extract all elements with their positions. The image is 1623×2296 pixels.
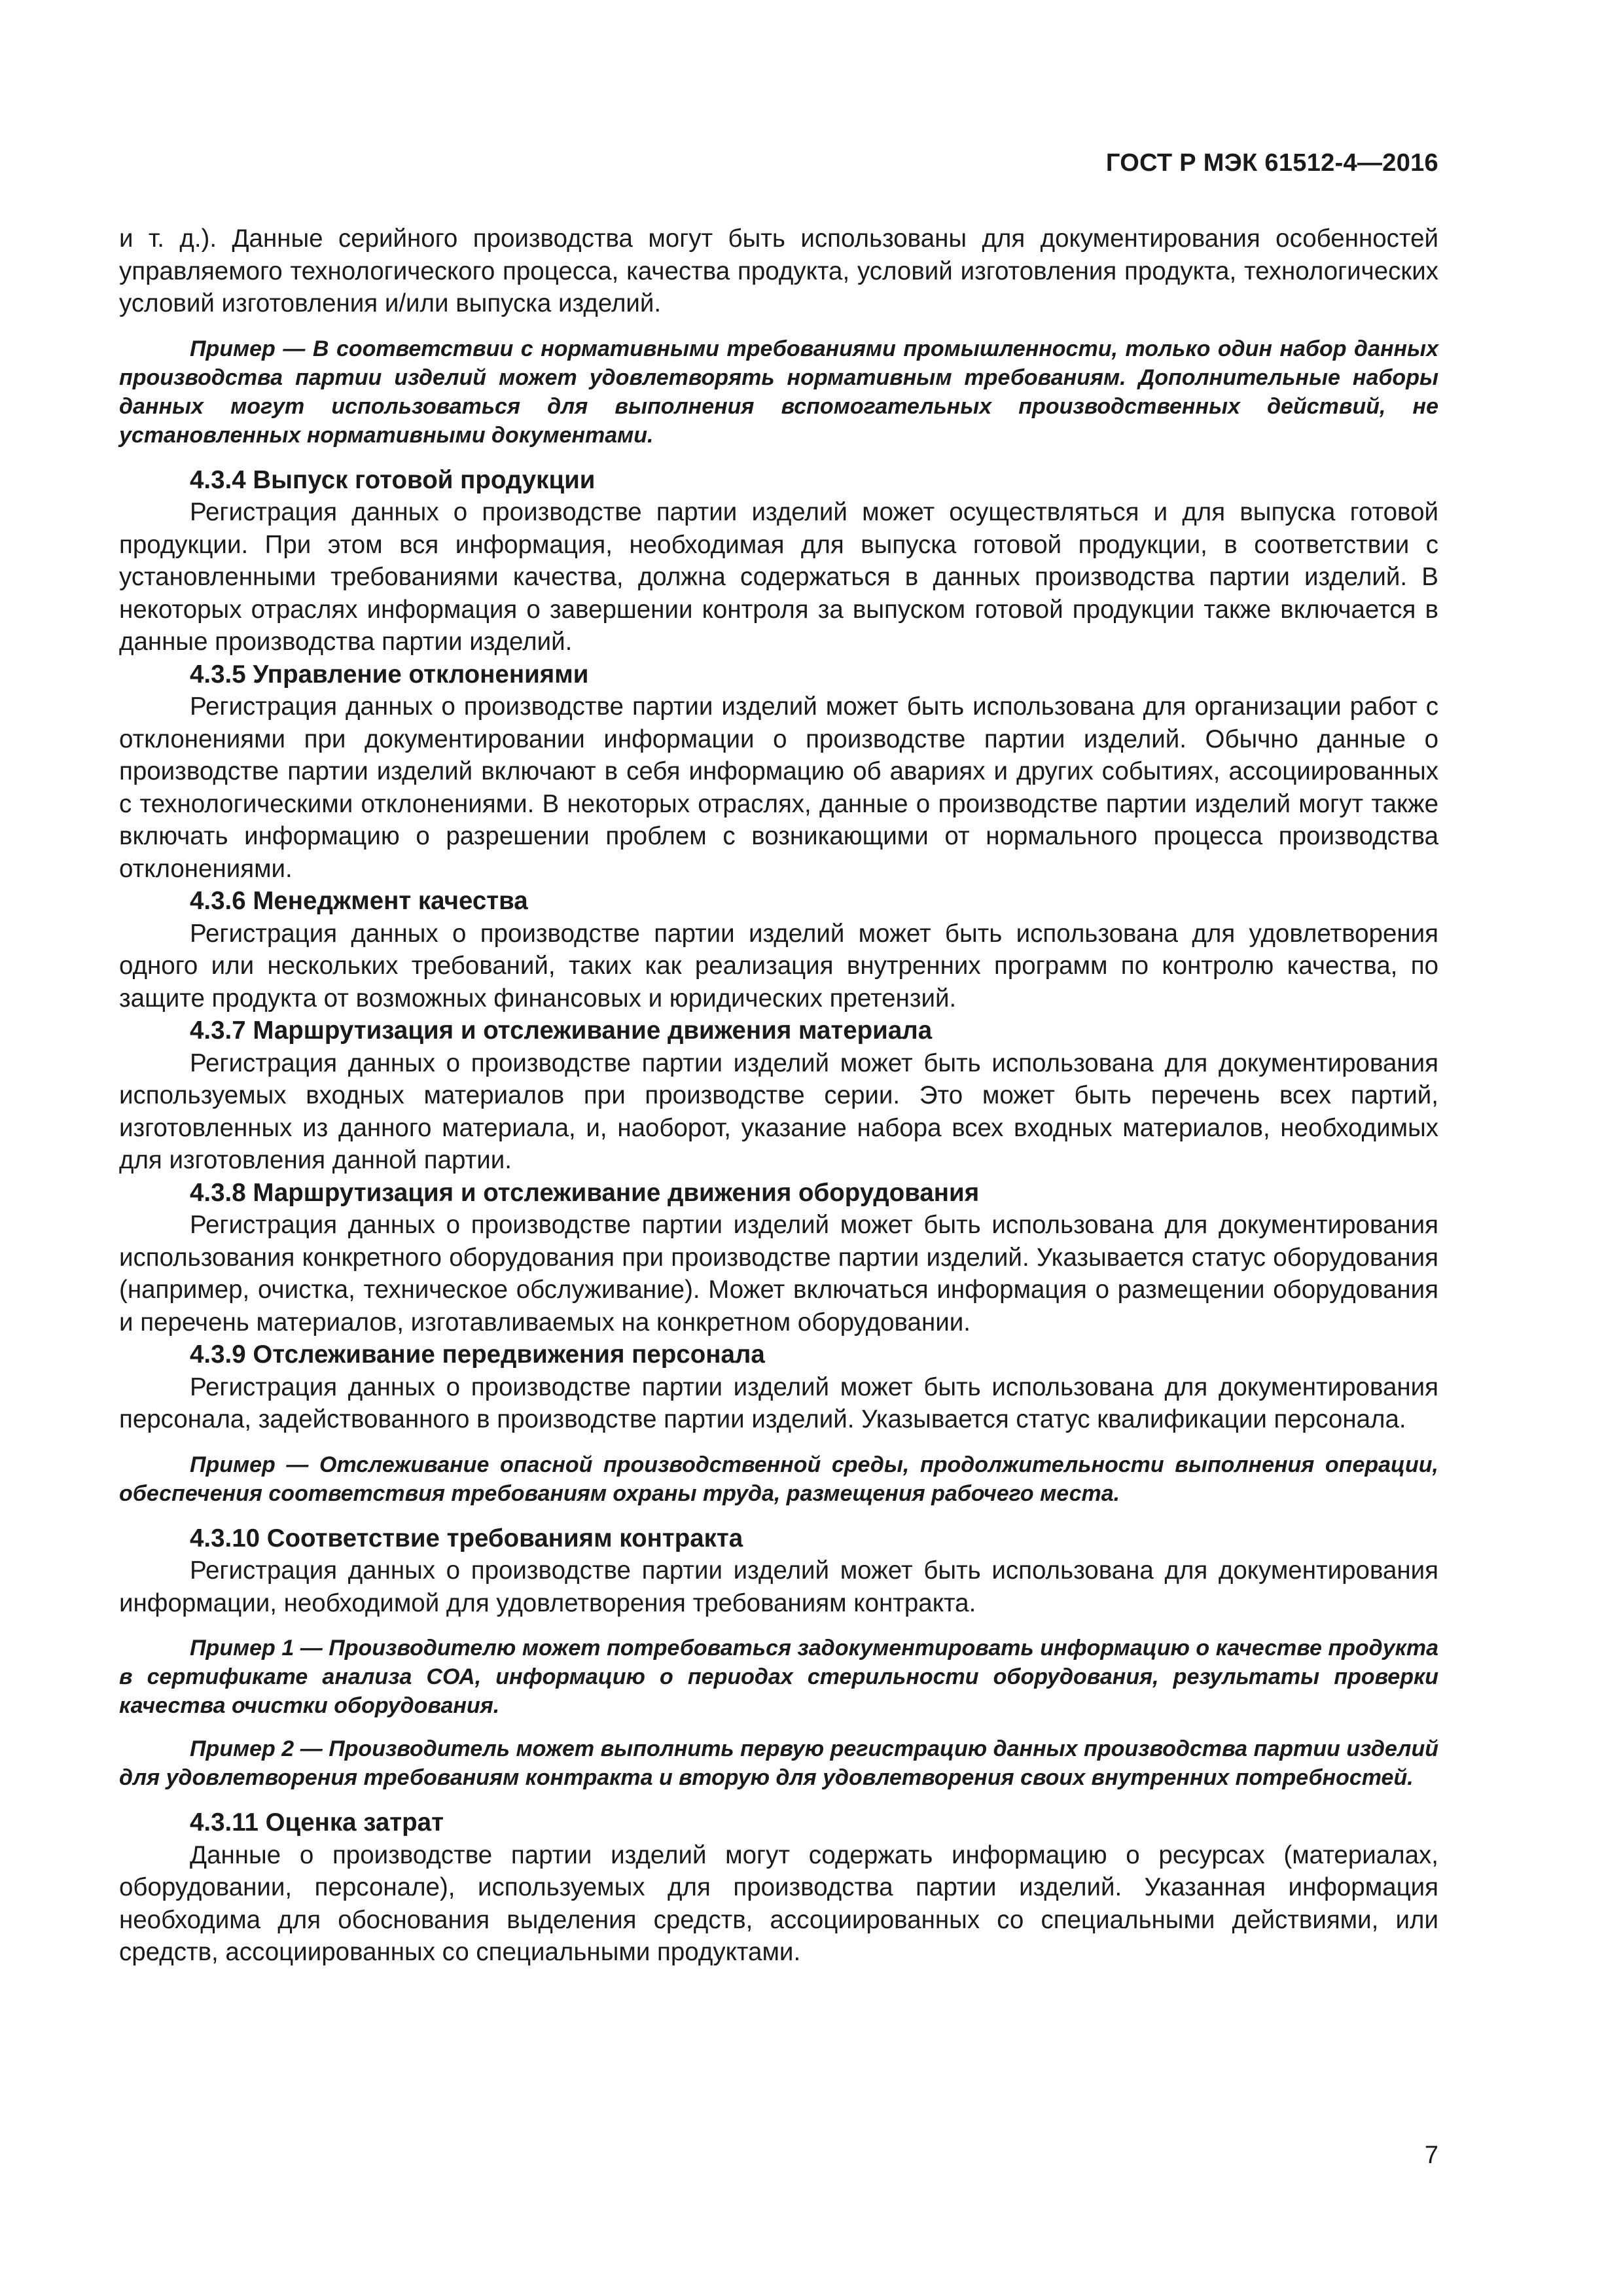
section-text-4-3-6: Регистрация данных о производстве партии изделий может быть использована для удовлетворения одного или нескольких требований, таких как реализация внутренних программ по контролю качества, по защите продукта от возможных финансовых и юридических претензий. — [119, 919, 1438, 1013]
section-example-1-4-3-10: Пример 1 — Производителю может потребоваться задокументировать информацию о качестве продукта в сертификате анализа СОА, информацию о периодах стерильности оборудования, результаты проверки качества очистки оборудования. — [119, 1636, 1438, 1718]
section-example-4-3-9: Пример — Отслеживание опасной производственной среды, продолжительности выполнения операции, обеспечения соответствия требованиям охраны труда, размещения рабочего места. — [119, 1452, 1438, 1506]
section-text-4-3-9: Регистрация данных о производстве партии изделий может быть использована для документирования персонала, задействованного в производстве партии изделий. Указывается статус квалификации персонала. — [119, 1372, 1438, 1433]
section-text-4-3-7: Регистрация данных о производстве партии изделий может быть использована для документирования используемых входных материалов при производстве серии. Это может быть перечень всех партий, изготовленных из данного материала, и, наоборот, указание набора всех входных материалов, необходимых для изготовления данной партии. — [119, 1049, 1438, 1174]
section-heading-4-3-8: 4.3.8 Маршрутизация и отслеживание движения оборудования — [190, 1178, 980, 1207]
intro-paragraph: и т. д.). Данные серийного производства могут быть использованы для документирования особенностей управляемого технологического процесса, качества продукта, условий изготовления продукта, технологических условий изготовления и/или выпуска изделий. — [119, 224, 1438, 317]
section-heading-4-3-9: 4.3.9 Отслеживание передвижения персонала — [190, 1340, 765, 1369]
document-body — [119, 223, 1438, 1969]
section-heading-4-3-5: 4.3.5 Управление отклонениями — [190, 660, 589, 689]
section-text-4-3-4: Регистрация данных о производстве партии изделий может осуществляться и для выпуска готовой продукции. При этом вся информация, необходимая для выпуска готовой продукции, в соответствии с установленными требованиями качества, должна содержаться в данных производства партии изделий. В некоторых отраслях информация о завершении контроля за выпуском готовой продукции также включается в данные производства партии изделий. — [119, 498, 1438, 656]
section-heading-4-3-4: 4.3.4 Выпуск готовой продукции — [190, 465, 596, 494]
section-text-4-3-5: Регистрация данных о производстве партии изделий может быть использована для организации работ с отклонениями при документировании информации о производстве партии изделий. Обычно данные о производстве партии изделий включают в себя информацию об авариях и других событиях, ассоциированных с технологическими отклонениями. В некоторых отраслях, данные о производстве партии изделий могут также включать информацию о разрешении проблем с возникающими от нормального процесса производства отклонениями. — [119, 692, 1438, 883]
section-heading-4-3-10: 4.3.10 Соответствие требованиям контракта — [190, 1524, 743, 1552]
section-heading-4-3-7: 4.3.7 Маршрутизация и отслеживание движения материала — [190, 1016, 933, 1045]
section-heading-4-3-11: 4.3.11 Оценка затрат — [190, 1808, 444, 1837]
section-text-4-3-8: Регистрация данных о производстве партии изделий может быть использована для документирования использования конкретного оборудования при производстве партии изделий. Указывается статус оборудования (например, очистка, техническое обслуживание). Может включаться информация о размещении оборудования и перечень материалов, изготавливаемых на конкретном оборудовании. — [119, 1211, 1438, 1336]
section-text-4-3-10: Регистрация данных о производстве партии изделий может быть использована для документирования информации, необходимой для удовлетворения требованиям контракта. — [119, 1556, 1438, 1617]
section-text-4-3-11: Данные о производстве партии изделий могут содержать информацию о ресурсах (материалах, оборудовании, персонале), используемых для производства партии изделий. Указанная информация необходима для обоснования выделения средств, ассоциированных со специальными действиями, или средств, ассоциированных со специальными продуктами. — [119, 1840, 1438, 1966]
section-example-2-4-3-10: Пример 2 — Производитель может выполнить первую регистрацию данных производства партии изделий для удовлетворения требованиям контракта и вторую для удовлетворения своих внутренних потребностей. — [119, 1736, 1438, 1790]
document-standard-header: ГОСТ Р МЭК 61512-4—2016 — [1105, 149, 1438, 177]
section-heading-4-3-6: 4.3.6 Менеджмент качества — [190, 887, 528, 915]
page-number: 7 — [1424, 2142, 1438, 2169]
intro-example: Пример — В соответствии с нормативными требованиями промышленности, только один набор данных производства партии изделий может удовлетворять нормативным требованиям. Дополнительные наборы данных могут использоваться для выполнения вспомогательных производственных действий, не установленных нормативными документами. — [119, 336, 1438, 448]
